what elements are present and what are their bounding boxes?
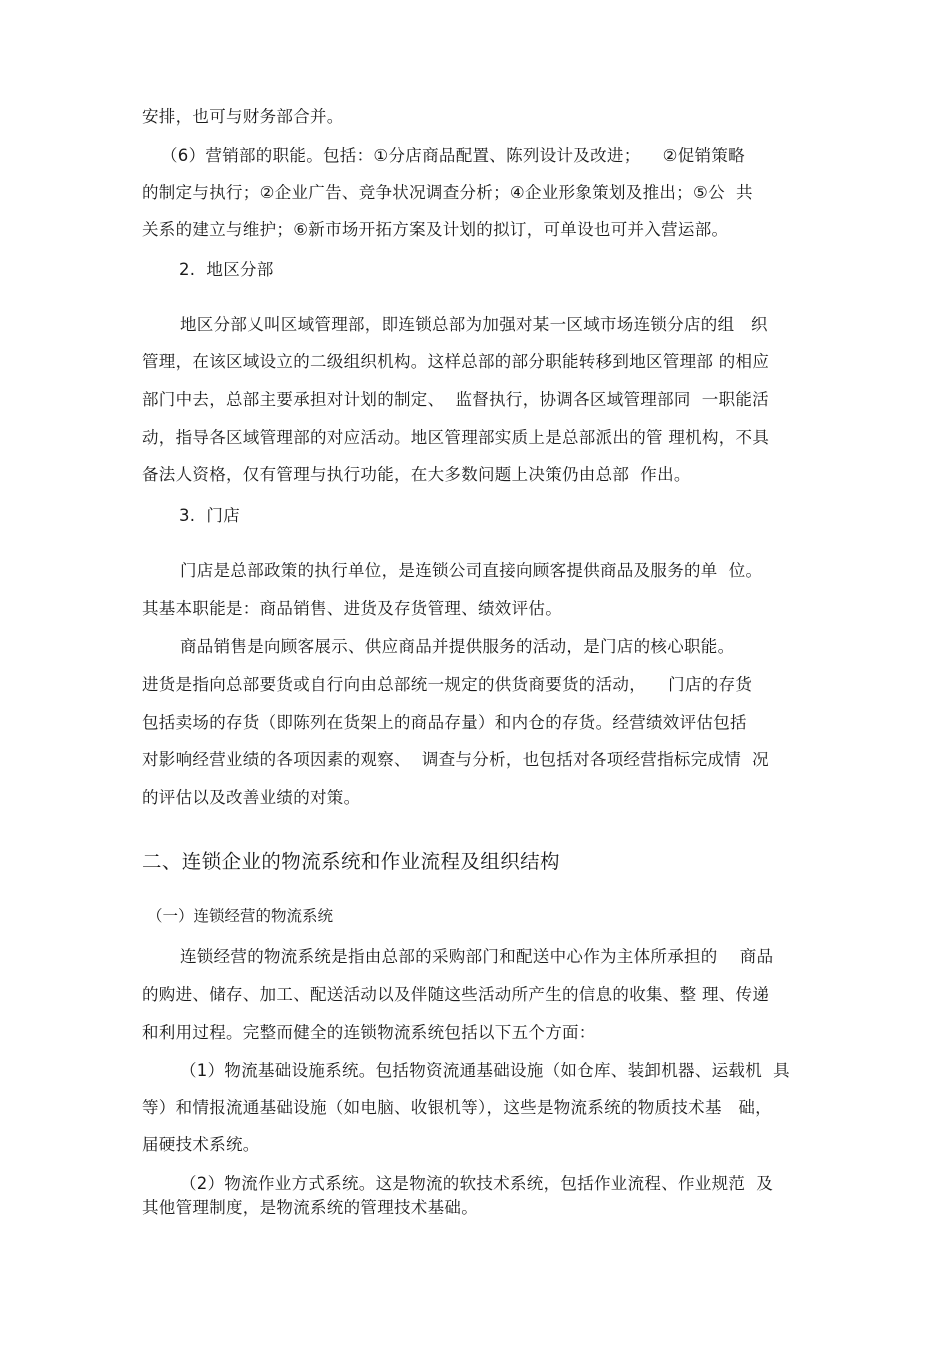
paragraph-line: 等）和情报流通基础设施（如电脑、收银机等），这些是物流系统的物质技术基 础， — [142, 1098, 772, 1117]
paragraph-line: 其基本职能是：商品销售、进货及存货管理、绩效评估。 — [142, 599, 562, 618]
paragraph-line: 关系的建立与维护；⑥新市场开拓方案及计划的拟订，可单设也可并入营运部。 — [142, 220, 729, 239]
paragraph-line: （1）物流基础设施系统。包括物资流通基础设施（如仓库、装卸机器、运载机 具 — [180, 1061, 790, 1080]
paragraph-line: 动，指导各区域管理部的对应活动。地区管理部实质上是总部派出的管 理机构，不具 — [142, 428, 770, 447]
paragraph-line: 地区分部乂叫区域管理部，即连锁总部为加强对某一区域市场连锁分店的组 织 — [180, 315, 768, 334]
paragraph-line: 包括卖场的存货（即陈列在货架上的商品存量）和内仓的存货。经营绩效评估包括 — [142, 713, 747, 732]
chapter-heading: 二、连锁企业的物流系统和作业流程及组织结构 — [142, 850, 560, 873]
paragraph-line: 的购进、储存、加工、配送活动以及伴随这些活动所产生的信息的收集、整 理、传递 — [142, 985, 770, 1004]
paragraph-line: 进货是指向总部要货或自行向由总部统一规定的供货商要货的活动， 门店的存货 — [142, 675, 753, 694]
paragraph-line: 部门中去，总部主要承担对计划的制定、 监督执行，协调各区域管理部同 一职能活 — [142, 390, 769, 409]
paragraph-line: 的制定与执行；②企业广告、竞争状况调查分析；④企业形象策划及推出；⑤公 共 — [142, 183, 753, 202]
paragraph-line: 备法人资格，仅有管理与执行功能，在大多数问题上决策仍由总部 作出。 — [142, 465, 691, 484]
paragraph-line: 对影响经营业绩的各项因素的观察、 调查与分析，也包括对各项经营指标完成情 况 — [142, 750, 769, 769]
paragraph-line: 和利用过程。完整而健全的连锁物流系统包括以下五个方面： — [142, 1023, 596, 1042]
paragraph-line: 其他管理制度，是物流系统的管理技术基础。 — [142, 1198, 478, 1217]
paragraph-line: 管理，在该区域设立的二级组织机构。这样总部的部分职能转移到地区管理部 的相应 — [142, 352, 770, 371]
subsection-heading: （一）连锁经营的物流系统 — [147, 907, 334, 925]
paragraph-line: 届硬技术系统。 — [142, 1135, 260, 1154]
paragraph-line: （2）物流作业方式系统。这是物流的软技术系统，包括作业流程、作业规范 及 — [180, 1174, 774, 1193]
paragraph-line: 商品销售是向顾客展示、供应商品并提供服务的活动，是门店的核心职能。 — [180, 637, 735, 656]
section-heading: 3. 门店 — [179, 506, 241, 525]
paragraph-line: 安排，也可与财务部合并。 — [142, 107, 344, 126]
paragraph-line: 的评估以及改善业绩的对策。 — [142, 788, 361, 807]
section-heading: 2. 地区分部 — [179, 260, 274, 279]
paragraph-line: 连锁经营的物流系统是指由总部的采购部门和配送中心作为主体所承担的 商品 — [180, 947, 774, 966]
paragraph-line: 门店是总部政策的执行单位，是连锁公司直接向顾客提供商品及服务的单 位。 — [180, 561, 763, 580]
paragraph-line: （6）营销部的职能。包括：①分店商品配置、陈列设计及改进； ②促销策略 — [161, 146, 745, 165]
